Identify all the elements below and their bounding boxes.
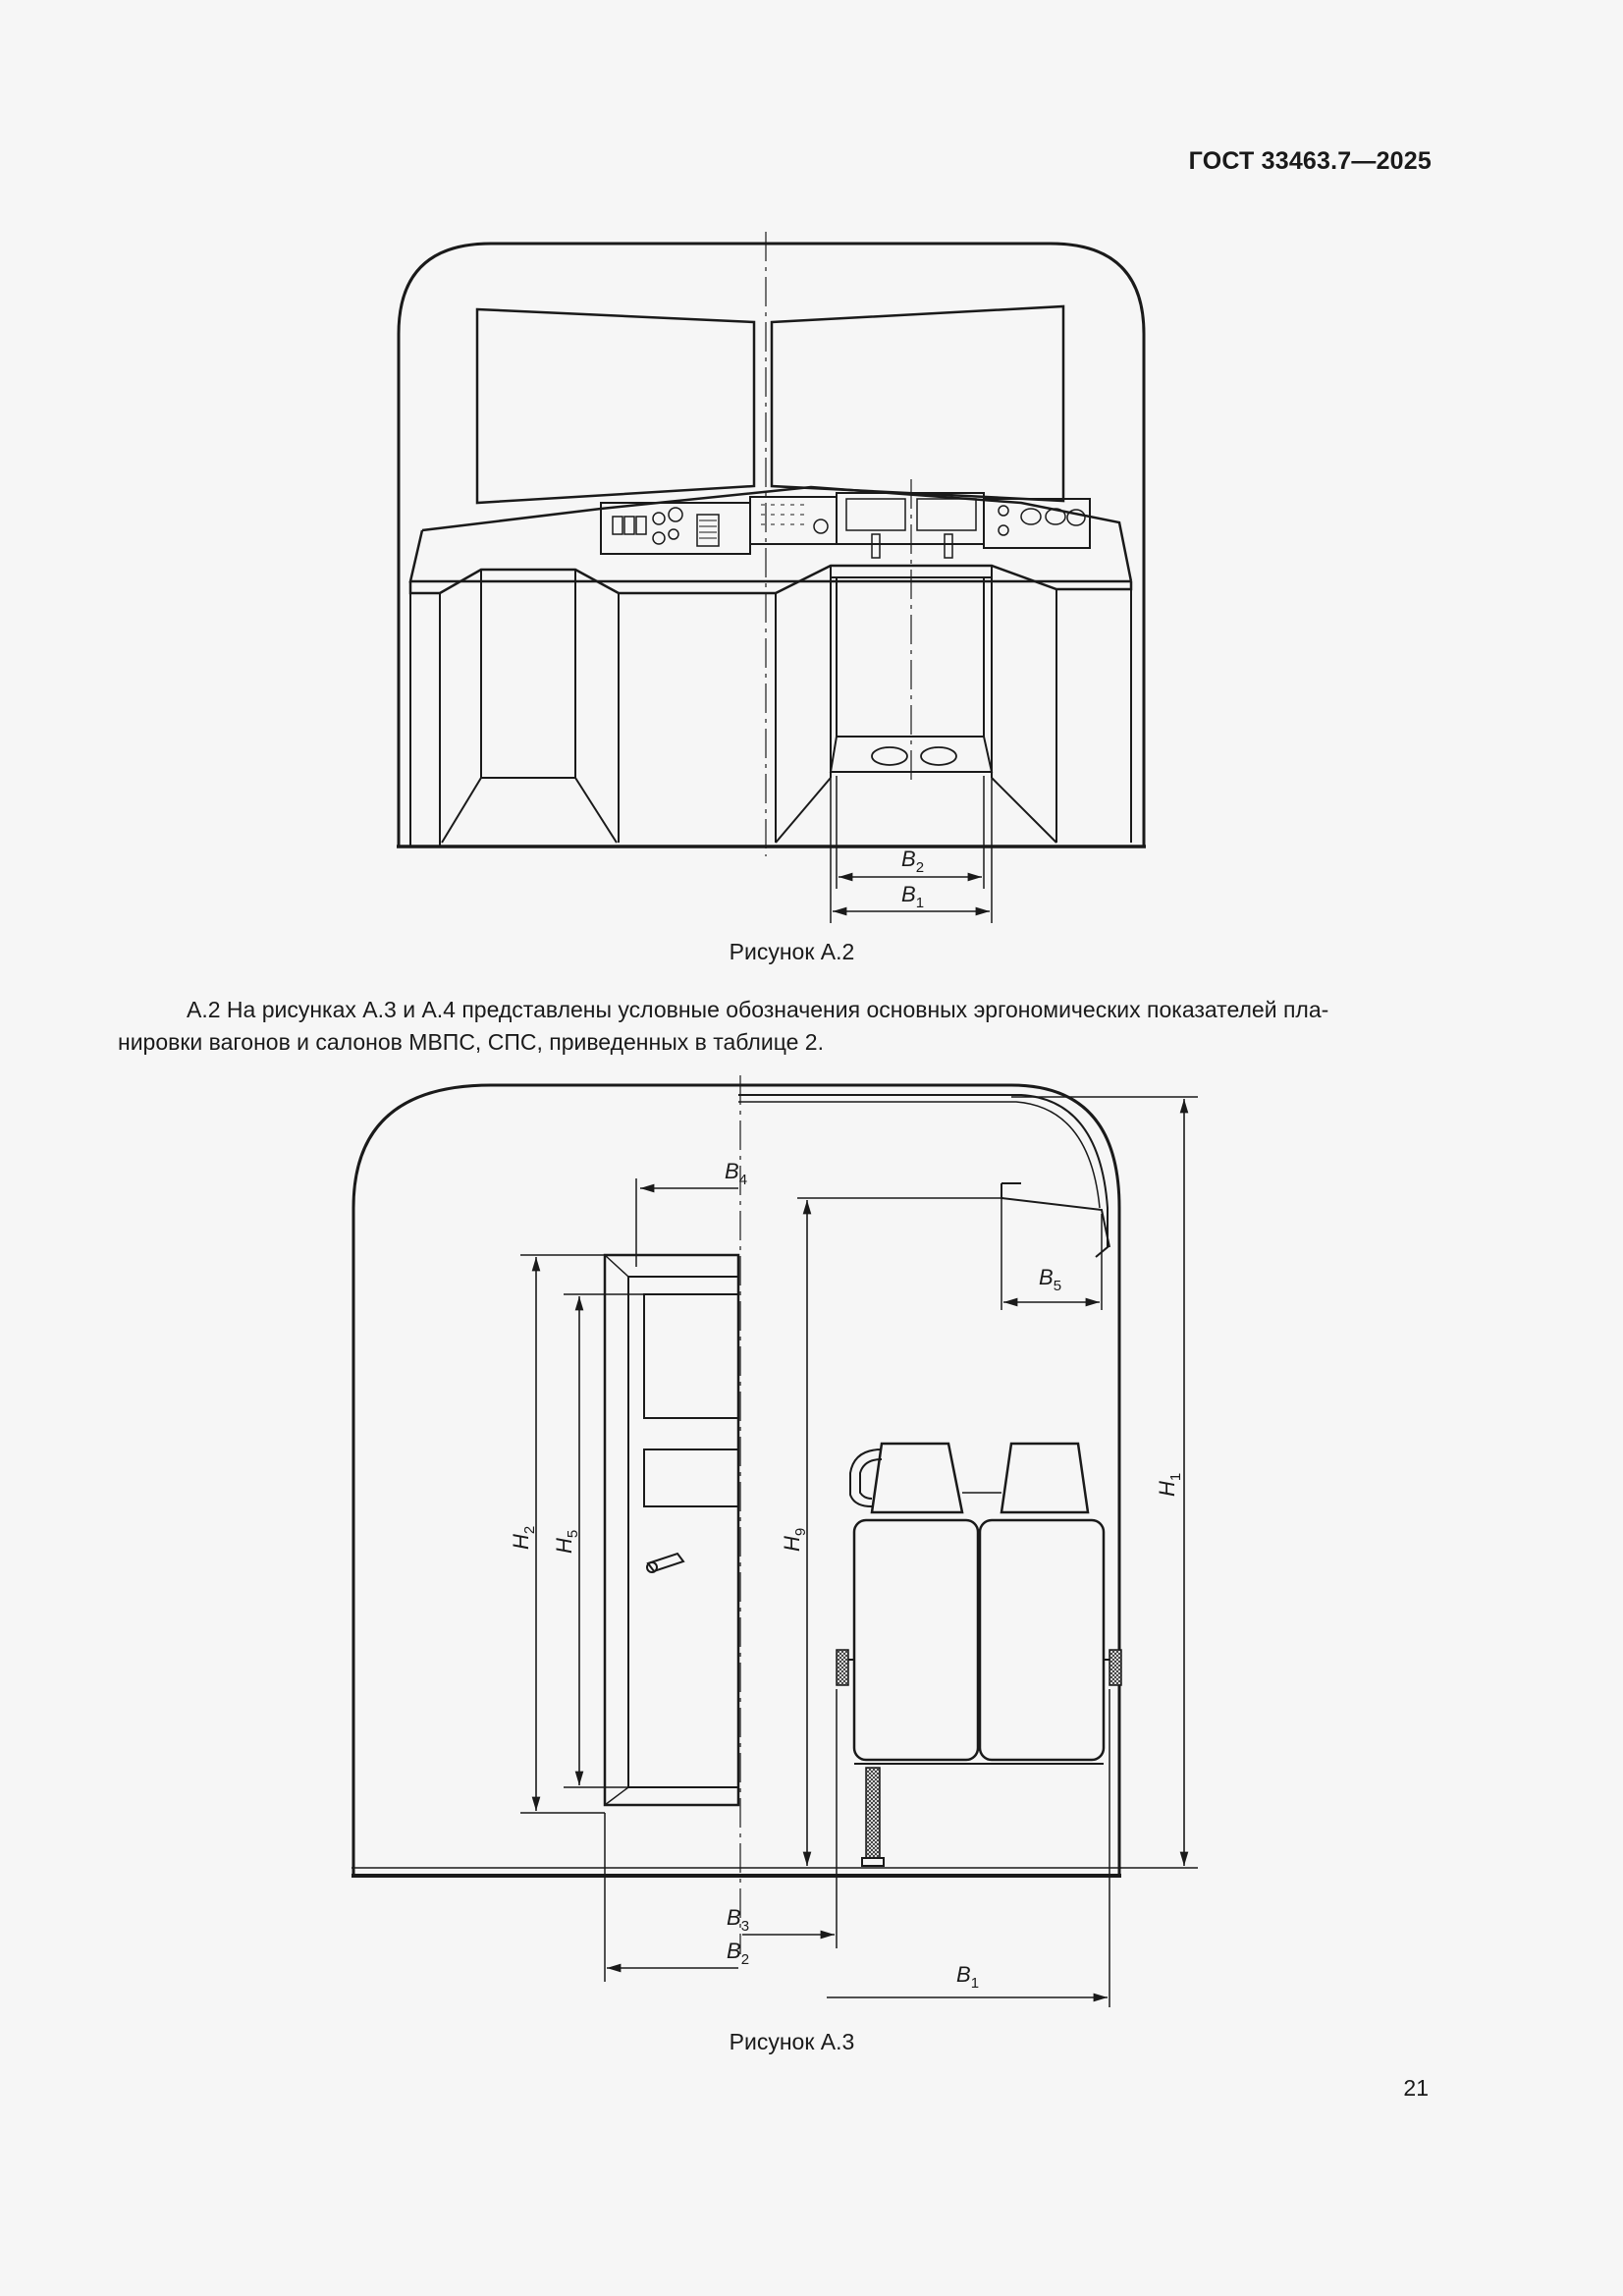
dim-label-h1: $H_1$: [1155, 1472, 1184, 1497]
dim-label-b5: $B_5$: [1039, 1265, 1062, 1294]
paragraph-line-2: нировки вагонов и салонов МВПС, СПС, приведенных в таблице 2.: [118, 1029, 824, 1055]
paragraph-line-1: А.2 На рисунках А.3 и А.4 представлены условные обозначения основных эргономических показателей пла-: [187, 997, 1329, 1022]
figure-a2-drawing: [397, 232, 1146, 923]
dim-label-b4: $B_4$: [725, 1159, 748, 1188]
dim-label-h2: $H_2$: [509, 1525, 538, 1550]
dim-label-b1: $B_1$: [901, 882, 925, 911]
figure-a3-caption: Рисунок А.3: [729, 2029, 855, 2054]
dim-label-b3: $B_3$: [727, 1905, 750, 1935]
dim-label-h9: $H_9$: [780, 1527, 809, 1552]
dim-label-b2: $B_2$: [901, 847, 925, 876]
dim-label-b2: $B_2$: [727, 1939, 750, 1968]
document-header: ГОСТ 33463.7—2025: [1188, 147, 1432, 175]
paragraph-a2: [118, 994, 1434, 1059]
dim-label-b1: $B_1$: [956, 1962, 980, 1992]
figure-a3-drawing: [352, 1075, 1198, 2007]
dim-label-h5: $H_5$: [552, 1529, 581, 1554]
page-number: 21: [1403, 2075, 1429, 2101]
figure-a2-caption: Рисунок А.2: [729, 939, 855, 964]
